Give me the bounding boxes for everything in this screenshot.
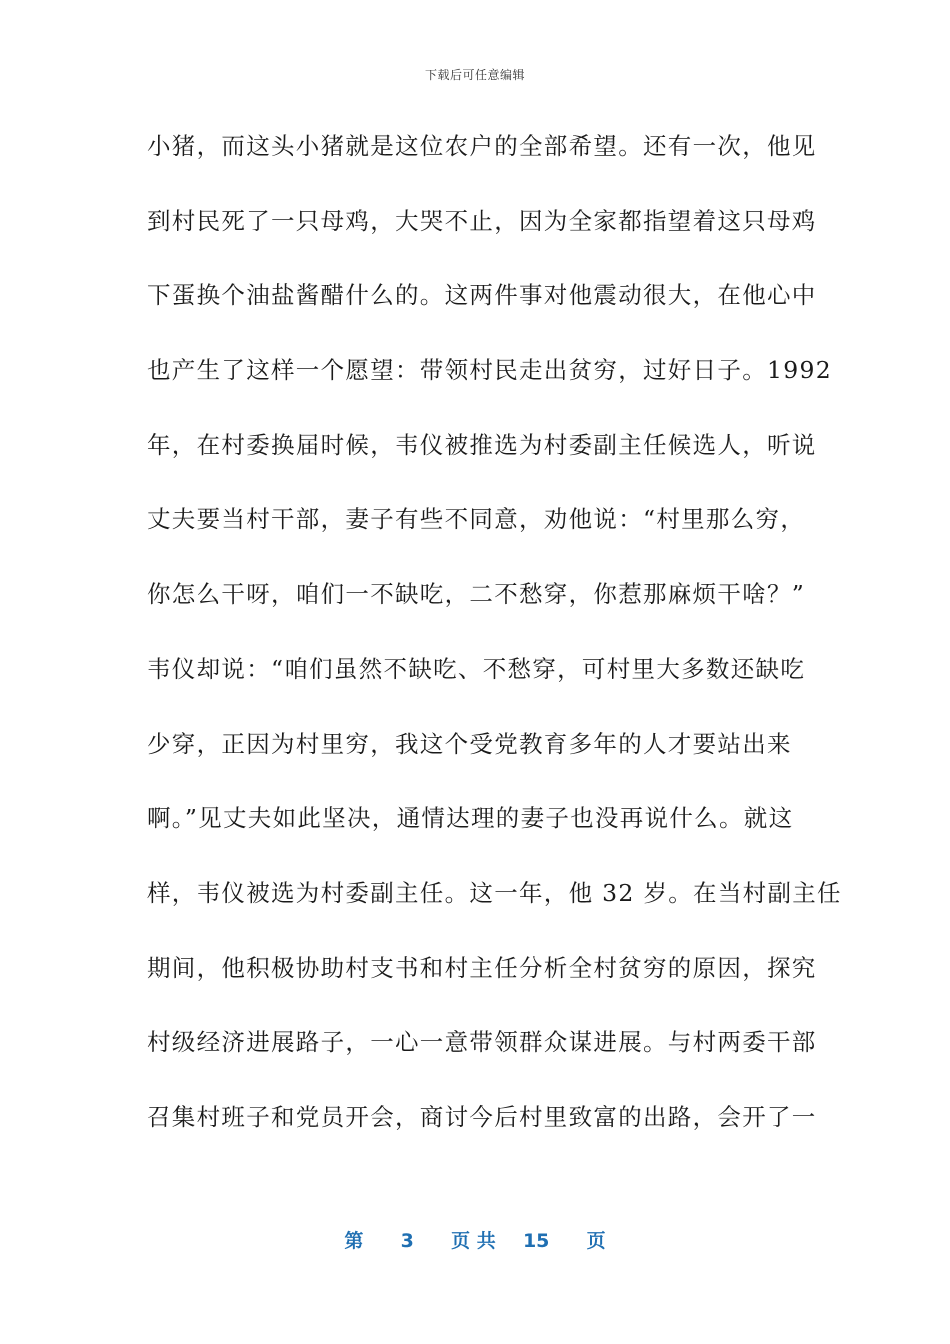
page-total: 15 bbox=[522, 1230, 550, 1252]
text-line: 村级经济进展路子，一心一意带领群众谋进展。与村两委干部 bbox=[147, 1028, 817, 1057]
text-line: 韦仪却说：“咱们虽然不缺吃、不愁穿，可村里大多数还缺吃 bbox=[147, 654, 806, 683]
text-line: 样，韦仪被选为村委副主任。这一年，他 32 岁。在当村副主任 bbox=[147, 878, 842, 907]
text-line: 丈夫要当村干部，妻子有些不同意，劝他说：“村里那么穷， bbox=[147, 505, 806, 534]
text-line: 召集村班子和党员开会，商讨今后村里致富的出路，会开了一 bbox=[147, 1102, 817, 1131]
text-line: 到村民死了一只母鸡，大哭不止，因为全家都指望着这只母鸡 bbox=[147, 206, 817, 235]
text-line: 期间，他积极协助村支书和村主任分析全村贫穷的原因，探究 bbox=[147, 953, 817, 982]
page-current: 3 bbox=[400, 1230, 414, 1252]
document-body bbox=[147, 128, 842, 1174]
page-suffix: 页 bbox=[586, 1230, 606, 1252]
page-footer bbox=[0, 1226, 950, 1253]
text-line: 年，在村委换届时候，韦仪被推选为村委副主任候选人，听说 bbox=[147, 430, 817, 459]
text-line: 你怎么干呀，咱们一不缺吃，二不愁穿，你惹那麻烦干啥？” bbox=[147, 580, 806, 609]
page-prefix: 第 bbox=[344, 1230, 364, 1252]
text-line: 小猪，而这头小猪就是这位农户的全部希望。还有一次，他见 bbox=[147, 132, 817, 160]
page-mid: 页 共 bbox=[451, 1230, 496, 1252]
text-line: 下蛋换个油盐酱醋什么的。这两件事对他震动很大，在他心中 bbox=[147, 281, 817, 310]
text-line: 也产生了这样一个愿望：带领村民走出贫穷，过好日子。1992 bbox=[147, 356, 833, 385]
header-note: 下载后可任意编辑 bbox=[424, 68, 525, 82]
text-line: 啊。”见丈夫如此坚决，通情达理的妻子也没再说什么。就这 bbox=[147, 804, 794, 833]
text-line: 少穿，正因为村里穷，我这个受党教育多年的人才要站出来 bbox=[147, 729, 792, 758]
